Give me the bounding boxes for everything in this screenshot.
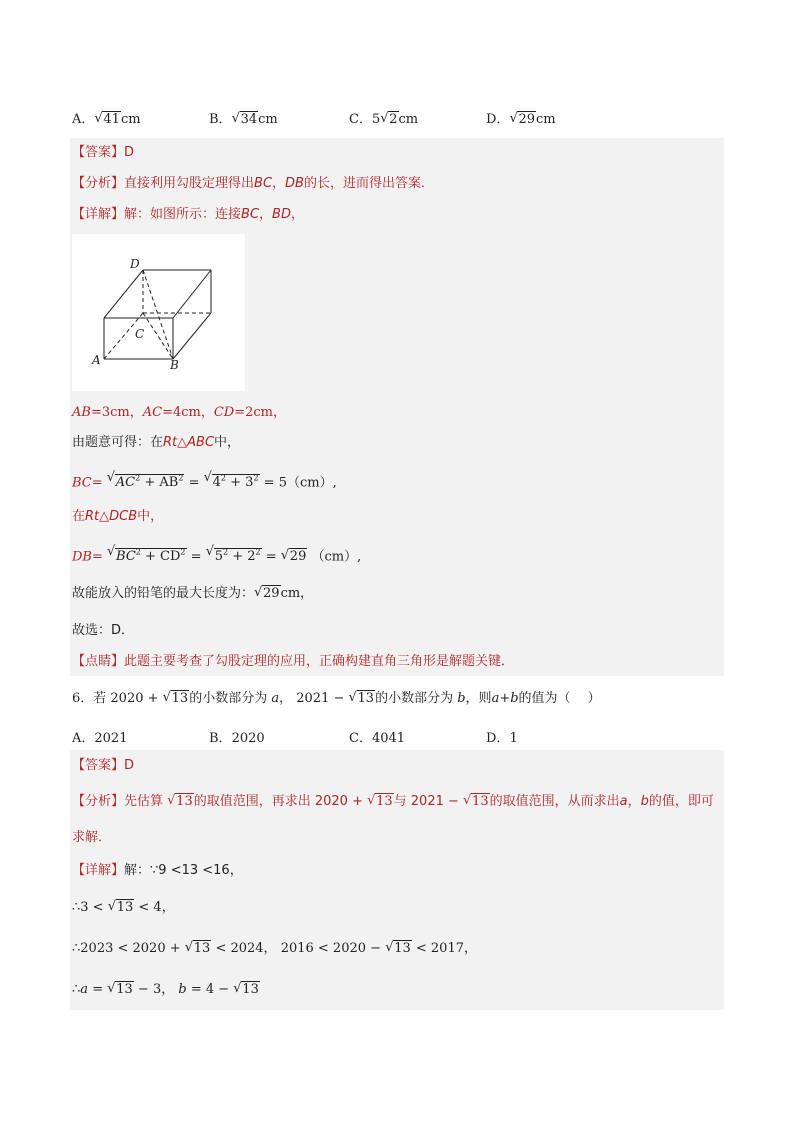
text: 的取值范围，再求出 2020 + bbox=[193, 794, 363, 809]
q6-option-d bbox=[486, 727, 518, 746]
term: BC bbox=[116, 549, 136, 565]
given-line bbox=[72, 404, 286, 422]
var-a: a bbox=[271, 691, 280, 706]
label-c: C bbox=[135, 327, 145, 341]
text: − 3， bbox=[137, 982, 175, 997]
sqrt bbox=[233, 981, 260, 999]
term: 4 bbox=[212, 475, 221, 491]
detail-line bbox=[72, 206, 304, 224]
option-label: B． bbox=[209, 112, 232, 127]
radicand: $AC^2 + AB^2$ bbox=[115, 474, 184, 491]
db-equation bbox=[72, 544, 361, 566]
solution-box-q6 bbox=[70, 750, 724, 1010]
q6-option-b bbox=[209, 727, 265, 746]
result: = 5 bbox=[263, 475, 287, 491]
text: 的小数部分为 bbox=[375, 691, 454, 706]
answer-line bbox=[72, 144, 134, 162]
sqrt bbox=[367, 793, 394, 811]
separator: ， bbox=[272, 176, 286, 191]
sqrt bbox=[107, 470, 185, 492]
sqrt bbox=[254, 585, 281, 603]
q6-detail-line bbox=[72, 862, 243, 880]
unit: （cm）, bbox=[311, 549, 362, 565]
radicand: 13 bbox=[176, 794, 193, 809]
var-a: a bbox=[80, 982, 89, 997]
var-ab: AB bbox=[72, 405, 91, 420]
var-ac: AC bbox=[142, 405, 163, 420]
text: ∴2023 < 2020 + bbox=[72, 941, 181, 956]
sqrt bbox=[107, 981, 134, 999]
unit: cm， bbox=[280, 586, 314, 601]
value: =2cm， bbox=[234, 405, 287, 420]
cuboid-figure bbox=[72, 234, 245, 391]
radicand: 13 bbox=[376, 794, 393, 809]
term: AC bbox=[115, 475, 136, 491]
option-label: A． bbox=[72, 112, 95, 127]
radicand: 13 bbox=[193, 941, 211, 956]
term: + 2 bbox=[232, 549, 256, 565]
text: 的值为（ ） bbox=[518, 691, 601, 706]
option-d bbox=[486, 108, 556, 127]
value: =3cm， bbox=[90, 405, 143, 420]
sqrt bbox=[385, 940, 412, 958]
text: ，则 bbox=[465, 691, 492, 706]
sqrt bbox=[204, 470, 260, 492]
separator: ， bbox=[290, 207, 304, 222]
equals: = bbox=[190, 549, 202, 565]
q6-stem bbox=[72, 690, 601, 708]
option-c bbox=[349, 108, 418, 127]
q6-step-1 bbox=[72, 899, 175, 917]
separator: ， bbox=[259, 207, 273, 222]
var-db: DB bbox=[72, 549, 92, 565]
equals: = bbox=[92, 982, 104, 997]
text: 在 bbox=[72, 509, 86, 524]
radicand: 13 bbox=[394, 941, 411, 956]
option-value: 2020 bbox=[231, 731, 265, 746]
analysis-text: 的长，进而得出答案． bbox=[303, 176, 434, 191]
radicand: $4^2 + 3^2$ bbox=[212, 474, 259, 491]
text: < 2017， bbox=[415, 941, 477, 956]
detail-tag: 【详解】 bbox=[72, 207, 125, 222]
unit: （cm）, bbox=[286, 475, 337, 491]
option-label: B． bbox=[209, 731, 232, 746]
triangle-dcb: Rt△DCB bbox=[85, 509, 138, 524]
sqrt bbox=[167, 793, 194, 811]
sqrt bbox=[463, 793, 490, 811]
q6-option-a bbox=[72, 727, 127, 746]
sqrt bbox=[206, 544, 262, 566]
unit: cm bbox=[398, 112, 419, 127]
radicand: 29 bbox=[289, 549, 307, 565]
var-b: b bbox=[640, 794, 649, 809]
option-label: D． bbox=[486, 112, 510, 127]
radicand: $BC^2 + CD^2$ bbox=[116, 548, 186, 565]
sqrt bbox=[185, 940, 212, 958]
answer-tag: 【答案】 bbox=[72, 758, 125, 773]
radicand: 29 bbox=[263, 586, 280, 601]
choose-line: 故选：D． bbox=[72, 623, 135, 638]
text: 的值，即可 bbox=[648, 794, 714, 809]
var-b: b bbox=[178, 982, 187, 997]
sqrt bbox=[108, 899, 135, 917]
question-number: 6．若 2020 + bbox=[72, 691, 159, 706]
answer-value: D bbox=[124, 758, 135, 773]
q6-step-3 bbox=[72, 981, 260, 999]
radicand: 13 bbox=[116, 900, 134, 915]
var-db: DB bbox=[285, 176, 304, 191]
comment-line bbox=[72, 653, 514, 671]
var-b: b bbox=[457, 691, 466, 706]
radicand: $5^2 + 2^2$ bbox=[214, 548, 261, 565]
text: 中， bbox=[137, 509, 164, 524]
max-length-line bbox=[72, 585, 313, 603]
sqrt bbox=[232, 112, 259, 127]
term: + AB bbox=[144, 475, 179, 491]
option-b bbox=[209, 108, 278, 127]
var-bd: BD bbox=[272, 207, 291, 222]
var-bc: BC bbox=[241, 207, 260, 222]
value: =4cm， bbox=[162, 405, 214, 420]
q6-answer-line bbox=[72, 757, 134, 775]
separator: ， bbox=[627, 794, 641, 809]
rt-abc-line bbox=[72, 434, 240, 452]
analysis-tag: 【分析】 bbox=[72, 794, 125, 809]
rt-dcb-line bbox=[72, 508, 163, 526]
sqrt bbox=[94, 112, 121, 127]
analysis-text: 直接利用勾股定理得出 bbox=[124, 176, 255, 191]
analysis-line bbox=[72, 175, 434, 193]
text: 中， bbox=[214, 435, 241, 450]
q6-analysis-line-1 bbox=[72, 793, 714, 811]
equals: = bbox=[91, 549, 103, 565]
option-a bbox=[72, 108, 141, 127]
text: < 2024， 2016 < 2020 − bbox=[215, 941, 382, 956]
unit: cm bbox=[120, 112, 141, 127]
detail-text: 解：如图所示：连接 bbox=[124, 207, 242, 222]
sqrt bbox=[281, 548, 308, 566]
text: ∴3 < bbox=[72, 900, 104, 915]
triangle-abc: Rt△ABC bbox=[163, 435, 215, 450]
text: 先估算 bbox=[124, 794, 164, 809]
text: ∴ bbox=[72, 982, 81, 997]
radicand: 34 bbox=[240, 112, 258, 127]
option-value: 2021 bbox=[94, 731, 128, 746]
text: 的小数部分为 bbox=[189, 691, 268, 706]
label-d: D bbox=[130, 257, 140, 271]
var-bc: BC bbox=[254, 176, 273, 191]
detail-tag: 【详解】 bbox=[72, 863, 125, 878]
term: 5 bbox=[214, 549, 223, 565]
unit: cm bbox=[535, 112, 556, 127]
text: 的取值范围，从而求出 bbox=[489, 794, 620, 809]
text: < 4， bbox=[138, 900, 175, 915]
label-b: B bbox=[170, 358, 179, 372]
text: 与 2021 − bbox=[393, 794, 459, 809]
option-label: C． bbox=[349, 731, 372, 746]
radicand: 13 bbox=[171, 691, 189, 706]
var-bc: BC bbox=[72, 475, 92, 491]
option-value: 1 bbox=[509, 731, 518, 746]
answer-tag: 【答案】 bbox=[72, 145, 125, 160]
q6-analysis-line-2: 求解． bbox=[72, 830, 112, 845]
unit: cm bbox=[258, 112, 278, 127]
sqrt bbox=[509, 112, 536, 127]
radicand: 13 bbox=[357, 691, 375, 706]
radicand: 41 bbox=[103, 112, 120, 127]
var-a-plus-b: a+b bbox=[491, 691, 519, 706]
radicand: 29 bbox=[518, 112, 535, 127]
sqrt bbox=[349, 690, 376, 708]
bc-equation bbox=[72, 470, 337, 492]
coefficient: 5 bbox=[371, 112, 381, 127]
analysis-tag: 【分析】 bbox=[72, 176, 125, 191]
option-label: D． bbox=[486, 731, 510, 746]
equals: = bbox=[91, 475, 103, 491]
equals: = bbox=[188, 475, 200, 491]
sqrt bbox=[380, 112, 398, 127]
label-a: A bbox=[92, 353, 101, 367]
text: ， 2021 − bbox=[279, 691, 345, 706]
text: = 4 − bbox=[190, 982, 230, 997]
var-cd: CD bbox=[213, 405, 235, 420]
var-a: a bbox=[619, 794, 628, 809]
term: + 3 bbox=[230, 475, 254, 491]
cuboid-diagram bbox=[72, 234, 245, 391]
radicand: 13 bbox=[242, 982, 259, 997]
option-value: 4041 bbox=[371, 731, 406, 746]
option-label: A． bbox=[72, 731, 95, 746]
sqrt bbox=[107, 544, 186, 566]
radicand: 2 bbox=[389, 112, 398, 127]
comment-text: 此题主要考查了勾股定理的应用，正确构建直角三角形是解题关键． bbox=[124, 654, 515, 669]
sqrt bbox=[163, 690, 190, 708]
comment-tag: 【点睛】 bbox=[72, 654, 125, 669]
radicand: 13 bbox=[472, 794, 489, 809]
answer-value: D bbox=[124, 145, 135, 160]
term: + CD bbox=[145, 549, 181, 565]
radicand: 13 bbox=[116, 982, 133, 997]
q6-option-c bbox=[349, 727, 405, 746]
equals: = bbox=[265, 549, 277, 565]
detail-text: 解：∵9 <13 <16， bbox=[124, 863, 243, 878]
text: 由题意可得：在 bbox=[72, 435, 164, 450]
option-label: C． bbox=[349, 112, 372, 127]
text: 故能放入的铅笔的最大长度为： bbox=[72, 586, 255, 601]
q6-step-2 bbox=[72, 940, 477, 958]
